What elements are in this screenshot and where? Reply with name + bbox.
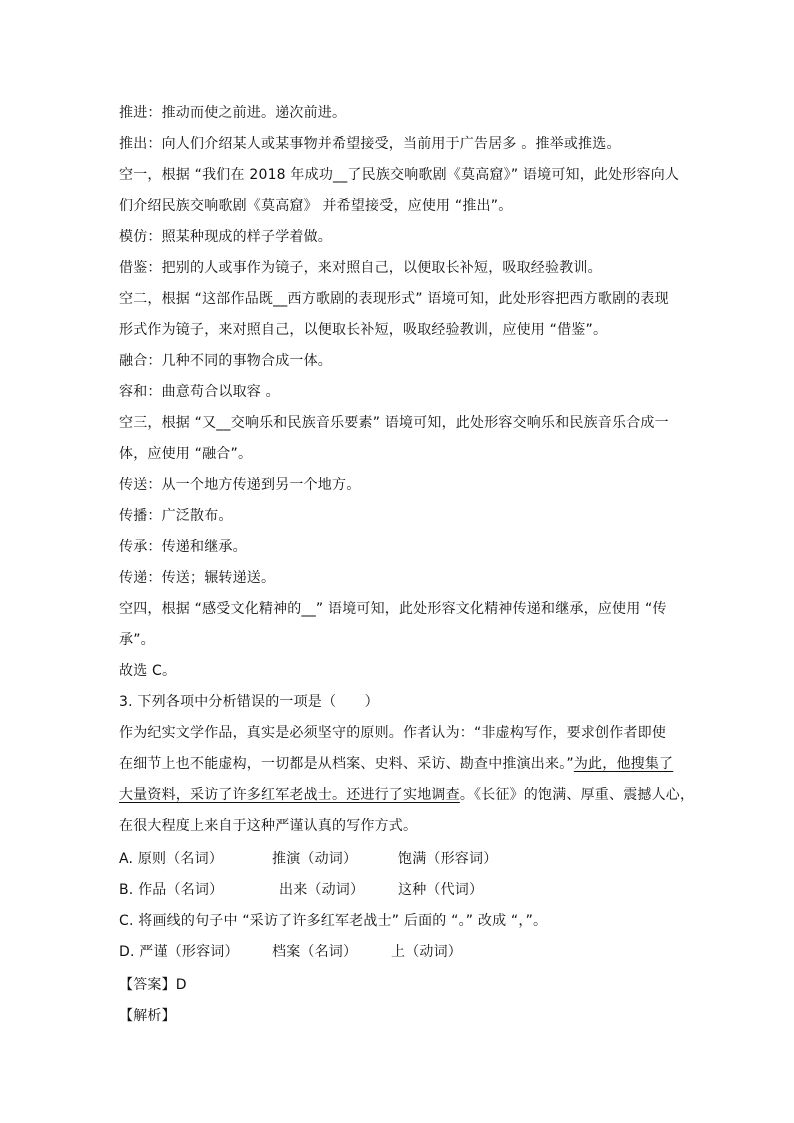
text-line: 推进：推动而使之前进。递次前进。 xyxy=(119,105,347,121)
text-line: 容和：曲意苟合以取容 。 xyxy=(119,384,280,400)
option-a-part: 推演（动词） xyxy=(272,851,358,867)
answer-label: 【答案】D xyxy=(119,977,187,993)
text-line: 借鉴：把别的人或事作为镜子，来对照自己，以便取长补短，吸取经验教训。 xyxy=(119,260,602,276)
passage-text: 。《长征》的饱满、厚重、震撼人心， xyxy=(459,787,695,803)
option-d-part: D. 严谨（形容词） xyxy=(119,944,239,960)
passage-line xyxy=(119,785,694,805)
text-line: 传送：从一个地方传递到另一个地方。 xyxy=(119,477,361,493)
text-line: 空二，根据 “这部作品既__西方歌剧的表现形式” 语境可知，此处形容把西方歌剧的表现 xyxy=(119,291,669,307)
text-line: 空四，根据 “感受文化精神的__” 语境可知，此处形容文化精神传递和继承，应使用 “传 xyxy=(119,601,667,617)
text-line: 空三，根据 “又__交响乐和民族音乐要素” 语境可知，此处形容交响乐和民族音乐合成一 xyxy=(119,415,669,431)
text-line: 空一，根据 “我们在 2018 年成功__了民族交响歌剧《莫高窟》” 语境可知，此处形容向人 xyxy=(119,167,680,183)
option-b-part: B. 作品（名词） xyxy=(119,882,224,898)
option-a-part: 饱满（形容词） xyxy=(398,851,498,867)
question-stem: 3. 下列各项中分析错误的一项是（ ） xyxy=(119,694,379,710)
option-d-part: 上（动词） xyxy=(391,944,462,960)
text-line: 承”。 xyxy=(119,632,155,648)
text-line: 形式作为镜子，来对照自己，以便取长补短，吸取经验教训，应使用 “借鉴”。 xyxy=(119,322,608,338)
underlined-sentence: 大量资料，采访了许多红军老战士。还进行了实地调查 xyxy=(119,787,460,803)
analysis-label: 【解析】 xyxy=(119,1008,176,1024)
passage-line: 在很大程度上来自于这种严谨认真的写作方式。 xyxy=(119,818,418,834)
passage-line: 作为纪实文学作品，真实是必须坚守的原则。作者认为：“非虚构写作，要求创作者即使 xyxy=(119,725,667,741)
option-c: C. 将画线的句子中 “采访了许多红军老战士” 后面的 “。” 改成 “，”。 xyxy=(119,913,548,929)
passage-line xyxy=(119,754,673,774)
text-line: 传播：广泛散布。 xyxy=(119,508,233,524)
option-a-part: A. 原则（名词） xyxy=(119,851,224,867)
text-line: 模仿：照某种现成的样子学着做。 xyxy=(119,229,332,245)
text-line: 推出：向人们介绍某人或某事物并希望接受，当前用于广告居多 。推举或推选。 xyxy=(119,136,621,152)
text-line: 融合：几种不同的事物合成一体。 xyxy=(119,353,332,369)
text-line: 传递：传送；辗转递送。 xyxy=(119,570,276,586)
passage-text: 在细节上也不能虚构，一切都是从档案、史料、采访、勘查中推演出来。” xyxy=(119,756,574,772)
text-line: 故选 C。 xyxy=(119,663,177,679)
option-b-part: 这种（代词） xyxy=(398,882,484,898)
underlined-sentence: 为此，他搜集了 xyxy=(573,756,674,772)
option-d-part: 档案（名词） xyxy=(272,944,358,960)
text-line: 们介绍民族交响歌剧《莫高窟》 并希望接受，应使用 “推出”。 xyxy=(119,198,513,214)
text-line: 传承：传递和继承。 xyxy=(119,539,247,555)
option-b-part: 出来（动词） xyxy=(279,882,365,898)
text-line: 体，应使用 “融合”。 xyxy=(119,446,253,462)
